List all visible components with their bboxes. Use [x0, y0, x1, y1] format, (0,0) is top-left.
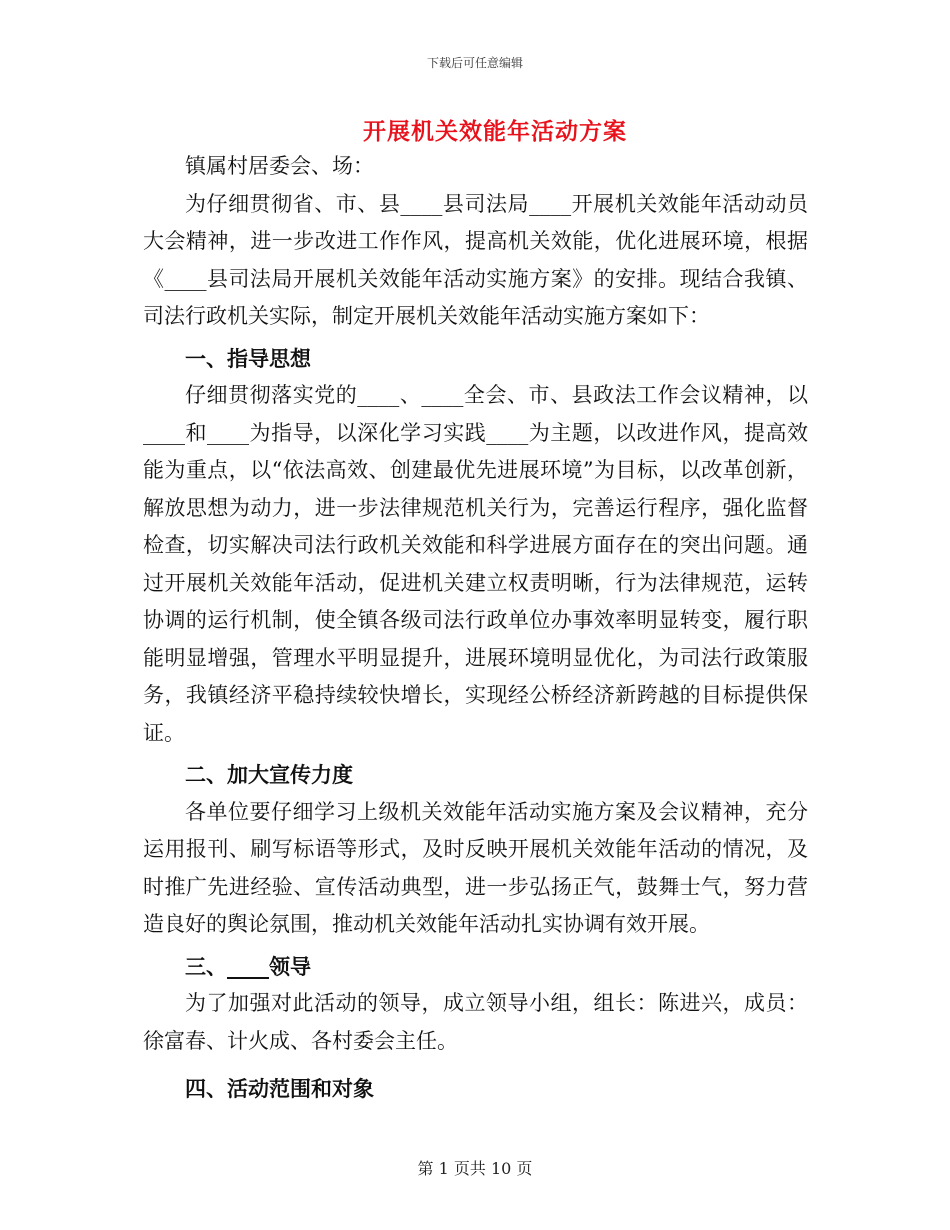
section-heading-publicity: 二、加大宣传力度 — [185, 762, 353, 787]
section-body-guiding-ideology: 仔细贯彻落实党的____、____全会、市、县政法工作会议精神，以____和____为指导，以深化学习实践____为主题，以改进作风，提高效能为重点，以“依法高效、创建最优先进展环境”为目标，以改革创新，解放思想为动力，进一步法律规范机关行为，完善运行程序，强化监督检查，切实解决司法行政机关效能和科学进展方面存在的突出问题。通过开展机关效能年活动，促进机关建立权责明晰，行为法律规范，运转协调的运行机制，使全镇各级司法行政单位办事效率明显转变，履行职能明显增强，管理水平明显提升，进展环境明显优化，为司法行政策服务，我镇经济平稳持续较快增长，实现经公桥经济新跨越的目标提供保证。 — [143, 383, 808, 745]
section-body-publicity: 各单位要仔细学习上级机关效能年活动实施方案及会议精神，充分运用报刊、刷写标语等形式，及时反映开展机关效能年活动的情况，及时推广先进经验、宣传活动典型，进一步弘扬正气，鼓舞士气，努力营造良好的舆论氛围，推动机关效能年活动扎实协调有效开展。 — [143, 799, 808, 936]
salutation: 镇属村居委会、场： — [185, 154, 374, 178]
section-heading-guiding-ideology: 一、指导思想 — [185, 345, 311, 371]
section-body-leadership: 为了加强对此活动的领导，成立领导小组，组长：陈进兴，成员：徐富春、计火成、各村委会主任。 — [143, 991, 808, 1053]
document-body — [143, 148, 808, 1108]
page-footer-number: 第 1 页共 10 页 — [417, 1159, 533, 1178]
section-heading-scope: 四、活动范围和对象 — [185, 1076, 374, 1101]
section-heading-leadership: 三、____领导 — [185, 953, 311, 979]
page-header-note: 下载后可任意编辑 — [426, 56, 523, 70]
document-title: 开展机关效能年活动方案 — [363, 118, 627, 145]
intro-paragraph: 为仔细贯彻省、市、县____县司法局____开展机关效能年活动动员大会精神，进一步改进工作作风，提高机关效能，优化进展环境，根据《____县司法局开展机关效能年活动实施方案》的安排。现结合我镇、司法行政机关实际，制定开展机关效能年活动实施方案如下： — [143, 191, 808, 328]
